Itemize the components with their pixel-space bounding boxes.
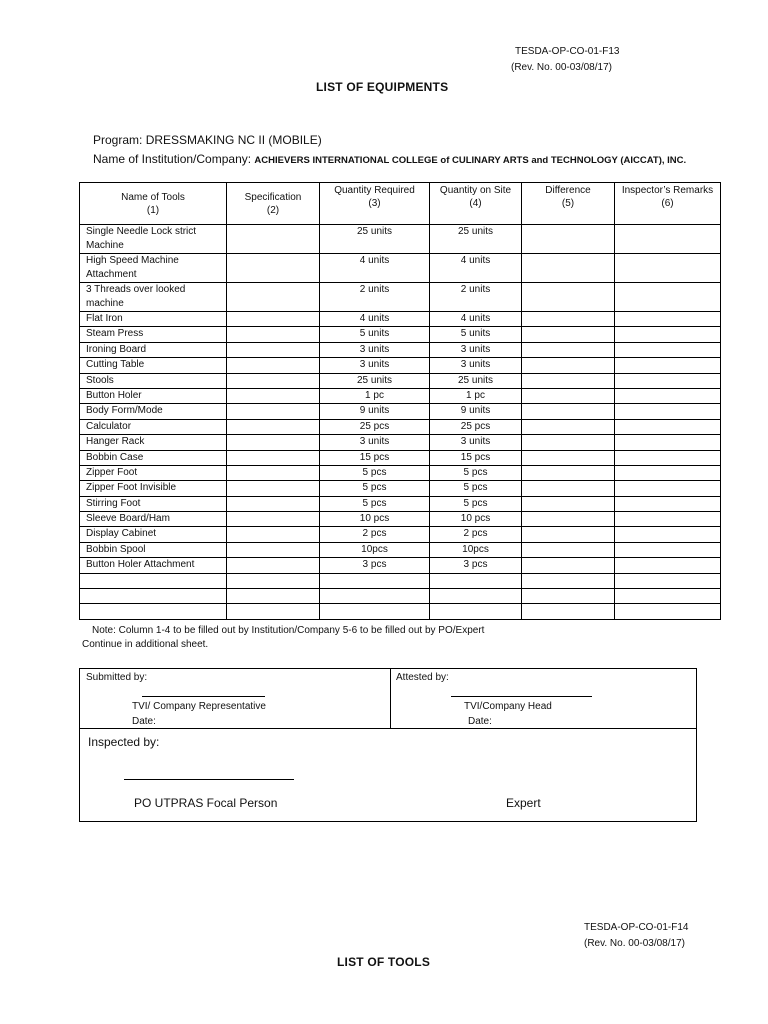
cell-spec (227, 573, 320, 588)
column-header: Inspector’s Remarks (6) (615, 183, 721, 225)
cell-difference (522, 512, 615, 527)
cell-required (320, 604, 430, 619)
cell-name: Zipper Foot (80, 465, 227, 480)
cell-onsite: 4 units (430, 312, 522, 327)
cell-name: Flat Iron (80, 312, 227, 327)
cell-onsite: 3 units (430, 358, 522, 373)
form-code: TESDA-OP-CO-01-F13 (515, 46, 620, 57)
cell-name: Button Holer (80, 388, 227, 403)
cell-difference (522, 481, 615, 496)
cell-name: Bobbin Case (80, 450, 227, 465)
cell-spec (227, 254, 320, 283)
cell-difference (522, 573, 615, 588)
cell-spec (227, 404, 320, 419)
cell-required: 4 units (320, 254, 430, 283)
cell-spec (227, 496, 320, 511)
equipment-table (79, 182, 721, 620)
cell-onsite: 25 units (430, 225, 522, 254)
cell-onsite: 3 units (430, 435, 522, 450)
cell-remarks (615, 312, 721, 327)
cell-remarks (615, 435, 721, 450)
column-header: Quantity on Site (4) (430, 183, 522, 225)
cell-required (320, 573, 430, 588)
cell-difference (522, 589, 615, 604)
cell-remarks (615, 512, 721, 527)
cell-remarks (615, 388, 721, 403)
cell-difference (522, 419, 615, 434)
cell-onsite: 5 units (430, 327, 522, 342)
cell-onsite: 10 pcs (430, 512, 522, 527)
institution-value: ACHIEVERS INTERNATIONAL COLLEGE of CULINARY ARTS and TECHNOLOGY (AICCAT), INC. (254, 155, 687, 166)
cell-name: Button Holer Attachment (80, 558, 227, 573)
signature-block (79, 668, 697, 822)
table-row (80, 358, 721, 373)
tvi-rep-label: TVI/ Company Representative (132, 701, 266, 712)
form-code-2: TESDA-OP-CO-01-F14 (584, 922, 689, 933)
table-row (80, 589, 721, 604)
cell-remarks (615, 604, 721, 619)
cell-required: 15 pcs (320, 450, 430, 465)
cell-name: Calculator (80, 419, 227, 434)
cell-required: 3 units (320, 342, 430, 357)
cell-spec (227, 342, 320, 357)
cell-required: 3 units (320, 358, 430, 373)
cell-required: 4 units (320, 312, 430, 327)
cell-difference (522, 254, 615, 283)
cell-name: Zipper Foot Invisible (80, 481, 227, 496)
cell-name (80, 573, 227, 588)
cell-spec (227, 450, 320, 465)
cell-remarks (615, 558, 721, 573)
cell-required: 25 units (320, 373, 430, 388)
cell-difference (522, 450, 615, 465)
cell-required: 3 pcs (320, 558, 430, 573)
table-header-row (80, 183, 721, 225)
cell-onsite: 9 units (430, 404, 522, 419)
date-label: Date: (132, 716, 156, 727)
cell-required: 5 pcs (320, 465, 430, 480)
cell-required: 10 pcs (320, 512, 430, 527)
cell-difference (522, 527, 615, 542)
cell-spec (227, 388, 320, 403)
signature-row (80, 669, 696, 729)
cell-name: Display Cabinet (80, 527, 227, 542)
cell-spec (227, 358, 320, 373)
table-row (80, 496, 721, 511)
continue-note: Continue in additional sheet. (82, 639, 209, 650)
table-row (80, 465, 721, 480)
cell-difference (522, 604, 615, 619)
table-note: Note: Column 1-4 to be filled out by Institution/Company 5-6 to be filled out by PO/Expert (92, 625, 485, 636)
program-value: DRESSMAKING NC II (MOBILE) (145, 133, 322, 147)
po-focal-label: PO UTPRAS Focal Person (134, 796, 278, 810)
cell-required: 3 units (320, 435, 430, 450)
cell-name: Stirring Foot (80, 496, 227, 511)
cell-difference (522, 388, 615, 403)
cell-spec (227, 465, 320, 480)
cell-remarks (615, 542, 721, 557)
page-title: LIST OF EQUIPMENTS (316, 80, 449, 94)
cell-spec (227, 589, 320, 604)
cell-required: 1 pc (320, 388, 430, 403)
cell-name: Ironing Board (80, 342, 227, 357)
table-row (80, 373, 721, 388)
cell-spec (227, 542, 320, 557)
table-row (80, 327, 721, 342)
table-row (80, 573, 721, 588)
inspected-signature-line (124, 779, 294, 780)
program-label: Program: (93, 133, 143, 147)
cell-remarks (615, 589, 721, 604)
column-header: Quantity Required (3) (320, 183, 430, 225)
cell-onsite: 2 units (430, 283, 522, 312)
tvi-head-label: TVI/Company Head (464, 701, 552, 712)
signature-divider (390, 669, 391, 729)
table-row (80, 450, 721, 465)
cell-remarks (615, 481, 721, 496)
cell-required: 5 units (320, 327, 430, 342)
cell-spec (227, 604, 320, 619)
table-row (80, 419, 721, 434)
cell-remarks (615, 254, 721, 283)
cell-onsite: 4 units (430, 254, 522, 283)
cell-difference (522, 327, 615, 342)
cell-onsite: 15 pcs (430, 450, 522, 465)
table-row (80, 558, 721, 573)
page-title-2: LIST OF TOOLS (337, 955, 431, 969)
cell-name (80, 604, 227, 619)
cell-difference (522, 283, 615, 312)
cell-name (80, 589, 227, 604)
cell-name: Sleeve Board/Ham (80, 512, 227, 527)
revision-number: (Rev. No. 00-03/08/17) (511, 62, 612, 73)
program-line (93, 133, 322, 147)
cell-onsite: 10pcs (430, 542, 522, 557)
cell-required: 9 units (320, 404, 430, 419)
cell-required: 2 pcs (320, 527, 430, 542)
cell-spec (227, 327, 320, 342)
cell-difference (522, 404, 615, 419)
cell-spec (227, 225, 320, 254)
table-row (80, 542, 721, 557)
cell-difference (522, 312, 615, 327)
cell-onsite: 2 pcs (430, 527, 522, 542)
cell-required: 2 units (320, 283, 430, 312)
cell-difference (522, 358, 615, 373)
cell-name: Steam Press (80, 327, 227, 342)
cell-remarks (615, 283, 721, 312)
cell-name: Hanger Rack (80, 435, 227, 450)
cell-onsite: 3 units (430, 342, 522, 357)
date-label: Date: (468, 716, 492, 727)
submitted-signature-line (142, 696, 265, 697)
cell-spec (227, 527, 320, 542)
cell-remarks (615, 496, 721, 511)
cell-onsite: 25 pcs (430, 419, 522, 434)
cell-spec (227, 419, 320, 434)
cell-difference (522, 373, 615, 388)
table-row (80, 435, 721, 450)
institution-label: Name of Institution/Company: (93, 152, 252, 166)
cell-spec (227, 481, 320, 496)
cell-required (320, 589, 430, 604)
cell-difference (522, 465, 615, 480)
cell-name: Bobbin Spool (80, 542, 227, 557)
institution-line (93, 152, 686, 166)
cell-required: 5 pcs (320, 481, 430, 496)
cell-remarks (615, 450, 721, 465)
cell-onsite: 5 pcs (430, 481, 522, 496)
revision-number-2: (Rev. No. 00-03/08/17) (584, 938, 685, 949)
cell-difference (522, 496, 615, 511)
cell-name: 3 Threads over looked machine (80, 283, 227, 312)
cell-difference (522, 225, 615, 254)
attested-signature-line (451, 696, 592, 697)
cell-remarks (615, 225, 721, 254)
cell-remarks (615, 404, 721, 419)
cell-onsite (430, 604, 522, 619)
cell-onsite: 5 pcs (430, 496, 522, 511)
cell-required: 25 pcs (320, 419, 430, 434)
cell-onsite: 25 units (430, 373, 522, 388)
table-row (80, 388, 721, 403)
cell-required: 5 pcs (320, 496, 430, 511)
cell-spec (227, 283, 320, 312)
cell-difference (522, 435, 615, 450)
cell-spec (227, 373, 320, 388)
cell-name: Cutting Table (80, 358, 227, 373)
cell-difference (522, 342, 615, 357)
cell-remarks (615, 358, 721, 373)
table-row (80, 527, 721, 542)
cell-spec (227, 435, 320, 450)
cell-onsite: 1 pc (430, 388, 522, 403)
column-header: Difference (5) (522, 183, 615, 225)
cell-onsite (430, 589, 522, 604)
table-row (80, 404, 721, 419)
cell-name: High Speed Machine Attachment (80, 254, 227, 283)
table-row (80, 225, 721, 254)
table-row (80, 254, 721, 283)
cell-name: Stools (80, 373, 227, 388)
column-header: Name of Tools (1) (80, 183, 227, 225)
table-row (80, 342, 721, 357)
table-row (80, 512, 721, 527)
inspected-by-label: Inspected by: (88, 735, 160, 749)
cell-remarks (615, 527, 721, 542)
attested-by-label: Attested by: (396, 672, 449, 683)
table-row (80, 604, 721, 619)
cell-difference (522, 542, 615, 557)
cell-name: Body Form/Mode (80, 404, 227, 419)
cell-remarks (615, 419, 721, 434)
column-header: Specification (2) (227, 183, 320, 225)
cell-onsite: 3 pcs (430, 558, 522, 573)
cell-remarks (615, 373, 721, 388)
cell-difference (522, 558, 615, 573)
cell-name: Single Needle Lock strict Machine (80, 225, 227, 254)
cell-spec (227, 512, 320, 527)
cell-remarks (615, 342, 721, 357)
cell-spec (227, 558, 320, 573)
cell-spec (227, 312, 320, 327)
cell-remarks (615, 327, 721, 342)
table-row (80, 312, 721, 327)
cell-remarks (615, 573, 721, 588)
cell-required: 10pcs (320, 542, 430, 557)
table-row (80, 481, 721, 496)
expert-label: Expert (506, 796, 541, 810)
cell-onsite (430, 573, 522, 588)
cell-onsite: 5 pcs (430, 465, 522, 480)
table-row (80, 283, 721, 312)
cell-remarks (615, 465, 721, 480)
cell-required: 25 units (320, 225, 430, 254)
submitted-by-label: Submitted by: (86, 672, 148, 683)
